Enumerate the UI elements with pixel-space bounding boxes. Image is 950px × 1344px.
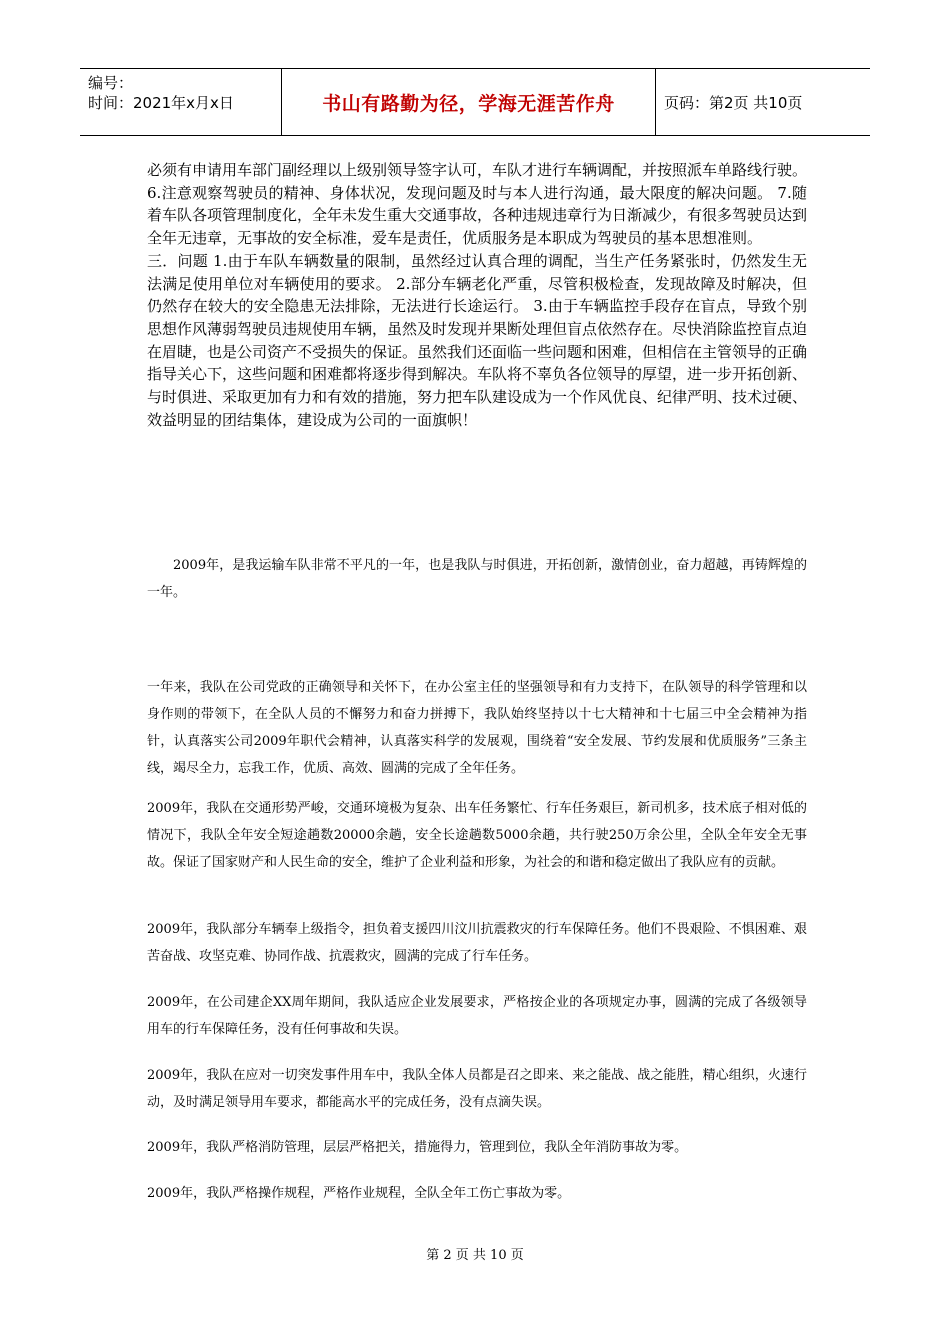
paragraph-10: 2009年，我队严格操作规程，严格作业规程，全队全年工伤亡事故为零。 bbox=[147, 1186, 571, 1201]
page-footer: 第 2 页 共 10 页 bbox=[426, 1248, 524, 1263]
summary-section bbox=[147, 674, 807, 782]
anniversary-section bbox=[147, 989, 807, 1043]
paragraph-7: 2009年，在公司建企XX周年期间，我队适应企业发展要求，严格按企业的各项规定办事，圆满的完成了各级领导用车的行车保障任务，没有任何事故和失误。 bbox=[147, 995, 807, 1037]
paragraph-3: 2009年，是我运输车队非常不平凡的一年，也是我队与时俱进，开拓创新，激情创业，奋力超越，再铸辉煌的一年。 bbox=[147, 558, 807, 600]
fire-safety-section bbox=[147, 1134, 807, 1161]
main-text-block bbox=[147, 159, 807, 431]
header-motto: 书山有路勤为径，学海无涯苦作舟 bbox=[282, 69, 656, 135]
safety-section bbox=[147, 795, 807, 876]
paragraph-1: 必须有申请用车部门副经理以上级别领导签字认可，车队才进行车辆调配，并按照派车单路线行驶。 6.注意观察驾驶员的精神、身体状况，发现问题及时与本人进行沟通，最大限度的解决问题。 7.随着车队各项管理制度化，全年未发生重大交通事故，各种违规违章行为日渐减少，有很多驾驶员达到全年无违章，无事故的安全标准，爱车是责任，优质服务是本职成为驾驶员的基本思想准则。 bbox=[147, 161, 808, 248]
paragraph-2: 三．问题 1.由于车队车辆数量的限制，虽然经过认真合理的调配，当生产任务紧张时，仍然发生无法满足使用单位对车辆使用的要求。 2.部分车辆老化严重，尽管积极检查，发现故障及时解决，但仍然存在较大的安全隐患无法排除，无法进行长途运行。 3.由于车辆监控手段存在盲点，导致个别思想作风薄弱驾驶员违规使用车辆，虽然及时发现并果断处理但盲点依然存在。尽快消除监控盲点迫在眉睫，也是公司资产不受损失的保证。虽然我们还面临一些问题和困难，但相信在主管领导的正确指导关心下，这些问题和困难都将逐步得到解决。车队将不辜负各位领导的厚望，进一步开拓创新、与时俱进、采取更加有力和有效的措施，努力把车队建设成为一个作风优良、纪律严明、技术过硬、效益明显的团结集体，建设成为公司的一面旗帜！ bbox=[147, 251, 808, 429]
earthquake-section bbox=[147, 916, 807, 970]
paragraph-6: 2009年，我队部分车辆奉上级指令，担负着支援四川汶川抗震救灾的行车保障任务。他们不畏艰险、不惧困难、艰苦奋战、攻坚克难、协同作战、抗震救灾，圆满的完成了行车任务。 bbox=[147, 922, 807, 964]
paragraph-5: 2009年，我队在交通形势严峻，交通环境极为复杂、出车任务繁忙、行车任务艰巨，新司机多，技术底子相对低的情况下，我队全年安全短途趟数20000余趟，安全长途趟数5000余趟，共行驶250万余公里，全队全年安全无事故。保证了国家财产和人民生命的安全，维护了企业利益和形象，为社会的和谐和稳定做出了我队应有的贡献。 bbox=[147, 801, 807, 870]
intro-section bbox=[147, 552, 807, 606]
document-number-label: 编号： bbox=[88, 74, 134, 92]
paragraph-8: 2009年，我队在应对一切突发事件用车中，我队全体人员都是召之即来、来之能战、战之能胜，精心组织，火速行动，及时满足领导用车要求，都能高水平的完成任务，没有点滴失误。 bbox=[147, 1068, 807, 1110]
paragraph-9: 2009年，我队严格消防管理，层层严格把关，措施得力，管理到位，我队全年消防事故为零。 bbox=[147, 1140, 688, 1155]
header-page-label: 页码：第2页 共10页 bbox=[664, 93, 803, 112]
header-meta-cell bbox=[80, 69, 282, 135]
work-safety-section bbox=[147, 1180, 807, 1207]
header-table bbox=[80, 68, 870, 136]
paragraph-4: 一年来，我队在公司党政的正确领导和关怀下，在办公室主任的坚强领导和有力支持下，在队领导的科学管理和以身作则的带领下，在全队人员的不懈努力和奋力拼搏下，我队始终坚持以十七大精神和十七届三中全会精神为指针，认真落实公司2009年职代会精神，认真落实科学的发展观，围绕着“安全发展、节约发展和优质服务”三条主线，竭尽全力，忘我工作，优质、高效、圆满的完成了全年任务。 bbox=[147, 680, 807, 776]
document-time-label: 时间：2021年x月x日 bbox=[88, 94, 234, 112]
emergency-section bbox=[147, 1062, 807, 1116]
